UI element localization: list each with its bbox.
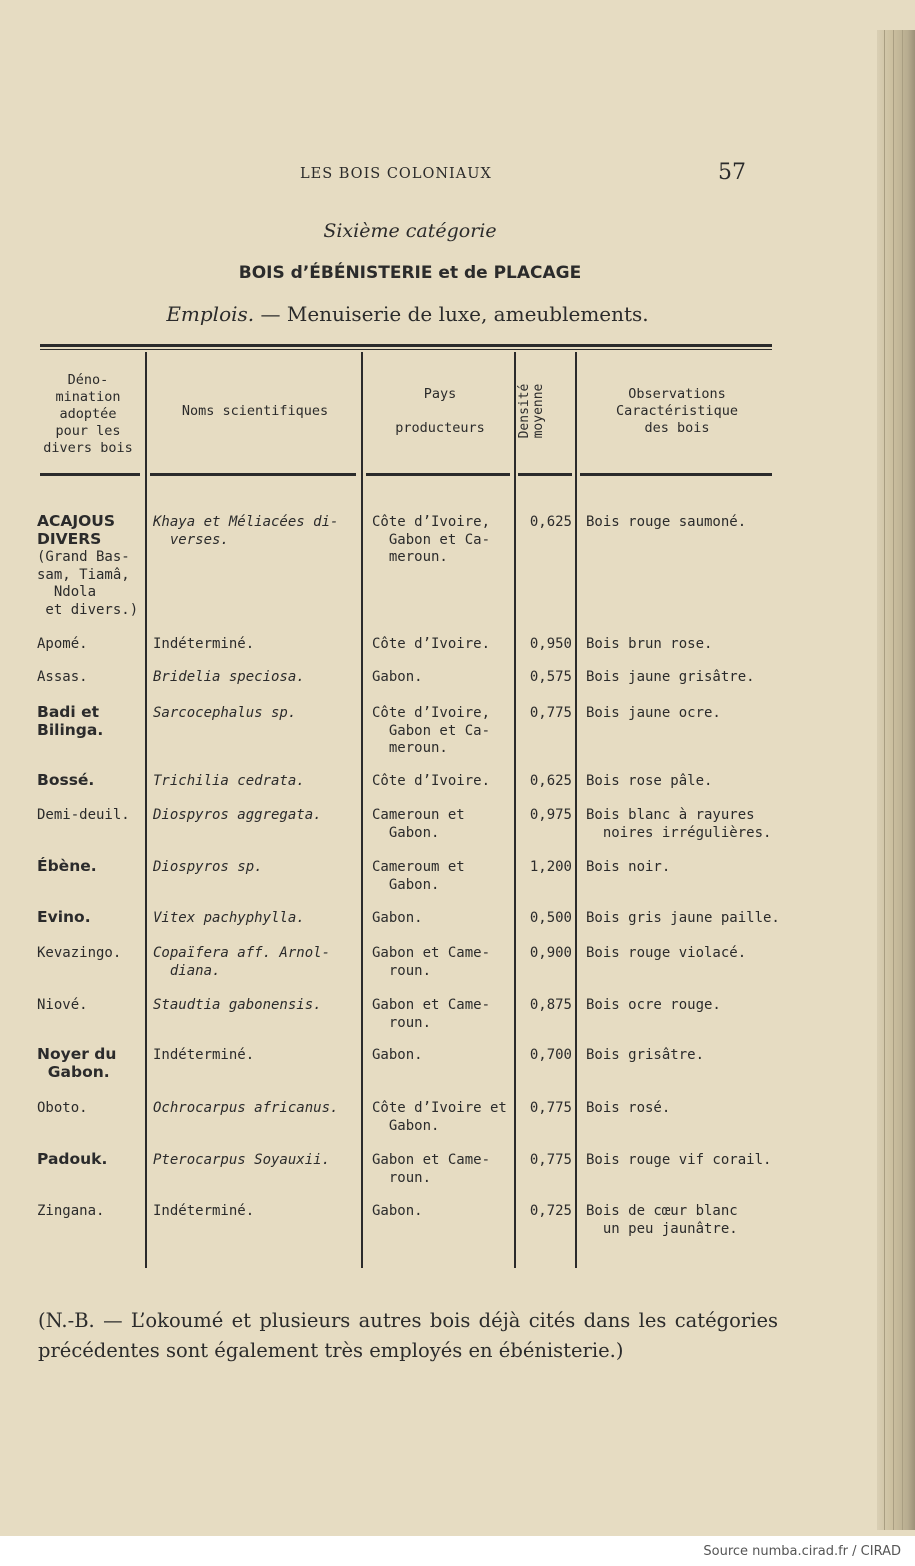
observation: Bois de cœur blanc un peu jaunâtre. [586, 1203, 738, 1237]
producer-country: Gabon et Came- roun. [372, 1152, 491, 1186]
column-divider [145, 352, 147, 1268]
header-rule [40, 473, 140, 476]
density-value: 0,775 [529, 1100, 572, 1116]
density-value: 0,950 [529, 636, 572, 652]
producer-country: Côte d’Ivoire et Gabon. [372, 1100, 507, 1134]
observation: Bois brun rose. [586, 636, 713, 652]
density-value: 1,200 [529, 859, 572, 875]
observation: Bois blanc à rayures noires irrégulières. [586, 807, 772, 841]
density-value: 0,900 [529, 945, 572, 961]
observation: Bois grisâtre. [586, 1047, 705, 1063]
wood-name: Oboto. [37, 1100, 88, 1116]
scientific-name: Khaya et Méliacées di- verses. [153, 514, 339, 548]
wood-name: Ébène. [37, 857, 97, 875]
column-divider [361, 352, 363, 1268]
observation: Bois jaune grisâtre. [586, 669, 755, 685]
producer-country: Cameroum et Gabon. [372, 859, 465, 893]
header-pays: Pays producteurs [395, 386, 485, 436]
wood-name: Evino. [37, 908, 91, 926]
observation: Bois rouge saumoné. [586, 514, 747, 530]
scientific-name: Indéterminé. [153, 636, 255, 652]
density-value: 0,775 [529, 1152, 572, 1168]
density-value: 0,875 [529, 997, 572, 1013]
wood-name: Zingana. [37, 1203, 105, 1219]
density-value: 0,775 [529, 705, 572, 721]
density-value: 0,625 [529, 514, 572, 530]
wood-name: Padouk. [37, 1150, 108, 1168]
wood-name: Bossé. [37, 771, 95, 789]
section-heading: BOIS d’ÉBÉNISTERIE et de PLACAGE [238, 263, 582, 283]
producer-country: Côte d’Ivoire. [372, 636, 491, 652]
observation: Bois rouge violacé. [586, 945, 747, 961]
observation: Bois noir. [586, 859, 671, 875]
observation: Bois gris jaune paille. [586, 910, 780, 926]
header-rule [366, 473, 510, 476]
scientific-name: Indéterminé. [153, 1203, 255, 1219]
page-edge-line [902, 30, 903, 1530]
header-rule [518, 473, 572, 476]
wood-name-note: (Grand Bas- sam, Tiamâ, Ndola et divers.) [37, 549, 139, 618]
producer-country: Gabon. [372, 1203, 423, 1219]
scientific-name: Indéterminé. [153, 1047, 255, 1063]
column-divider [514, 352, 516, 1268]
header-denomination: Déno- mination adoptée pour les divers bois [43, 372, 133, 456]
density-value: 0,975 [529, 807, 572, 823]
producer-country: Côte d’Ivoire, Gabon et Ca- meroun. [372, 514, 491, 565]
producer-country: Gabon. [372, 910, 423, 926]
scientific-name: Copaïfera aff. Arnol- diana. [153, 945, 331, 979]
scientific-name: Diospyros aggregata. [153, 807, 322, 823]
wood-name: Noyer du Gabon. [37, 1045, 117, 1081]
observation: Bois rouge vif corail. [586, 1152, 772, 1168]
observation: Bois jaune ocre. [586, 705, 721, 721]
density-value: 0,500 [529, 910, 572, 926]
scientific-name: Trichilia cedrata. [153, 773, 305, 789]
scientific-name: Diospyros sp. [153, 859, 263, 875]
table-top-rule [40, 344, 772, 347]
scientific-name: Sarcocephalus sp. [153, 705, 297, 721]
wood-name: Niové. [37, 997, 88, 1013]
header-rule [580, 473, 772, 476]
header-scientific: Noms scientifiques [181, 403, 329, 419]
scientific-name: Ochrocarpus africanus. [153, 1100, 339, 1116]
page-edge-line [893, 30, 894, 1530]
page-edge-line [884, 30, 885, 1530]
scientific-name: Staudtia gabonensis. [153, 997, 322, 1013]
page-edge [877, 30, 915, 1530]
table-top-rule-thin [40, 349, 772, 350]
column-divider [575, 352, 577, 1268]
wood-name: Assas. [37, 669, 88, 685]
uses-text: — Menuiserie de luxe, ameublements. [260, 302, 649, 326]
producer-country: Côte d’Ivoire. [372, 773, 491, 789]
observation: Bois rose pâle. [586, 773, 713, 789]
scientific-name: Bridelia speciosa. [153, 669, 305, 685]
observation: Bois rosé. [586, 1100, 671, 1116]
page-number: 57 [718, 160, 746, 185]
density-value: 0,575 [529, 669, 572, 685]
wood-name: Demi-deuil. [37, 807, 130, 823]
header-density: Densité moyenne [517, 383, 546, 439]
uses-line [0, 302, 815, 326]
observation: Bois ocre rouge. [586, 997, 721, 1013]
producer-country: Cameroun et Gabon. [372, 807, 465, 841]
scientific-name: Pterocarpus Soyauxii. [153, 1152, 331, 1168]
uses-label: Emplois. [166, 302, 255, 326]
footnote: (N.-B. — L’okoumé et plusieurs autres bois déjà cités dans les catégories précédentes sont également très employés en ébénisterie.) [38, 1309, 778, 1362]
producer-country: Côte d’Ivoire, Gabon et Ca- meroun. [372, 705, 491, 756]
producer-country: Gabon et Came- roun. [372, 997, 491, 1031]
category-title: Sixième catégorie [323, 220, 497, 242]
wood-name: Apomé. [37, 636, 88, 652]
density-value: 0,725 [529, 1203, 572, 1219]
density-value: 0,625 [529, 773, 572, 789]
wood-name: Badi et Bilinga. [37, 703, 104, 739]
source-credit: Source numba.cirad.fr / CIRAD [703, 1544, 901, 1559]
producer-country: Gabon. [372, 1047, 423, 1063]
wood-name: ACAJOUS DIVERS [37, 512, 116, 548]
header-observations: Observations Caractéristique des bois [616, 386, 738, 436]
running-title: LES BOIS COLONIAUX [300, 166, 492, 182]
producer-country: Gabon et Came- roun. [372, 945, 491, 979]
header-rule [150, 473, 356, 476]
wood-name: Kevazingo. [37, 945, 122, 961]
producer-country: Gabon. [372, 669, 423, 685]
density-value: 0,700 [529, 1047, 572, 1063]
scientific-name: Vitex pachyphylla. [153, 910, 305, 926]
